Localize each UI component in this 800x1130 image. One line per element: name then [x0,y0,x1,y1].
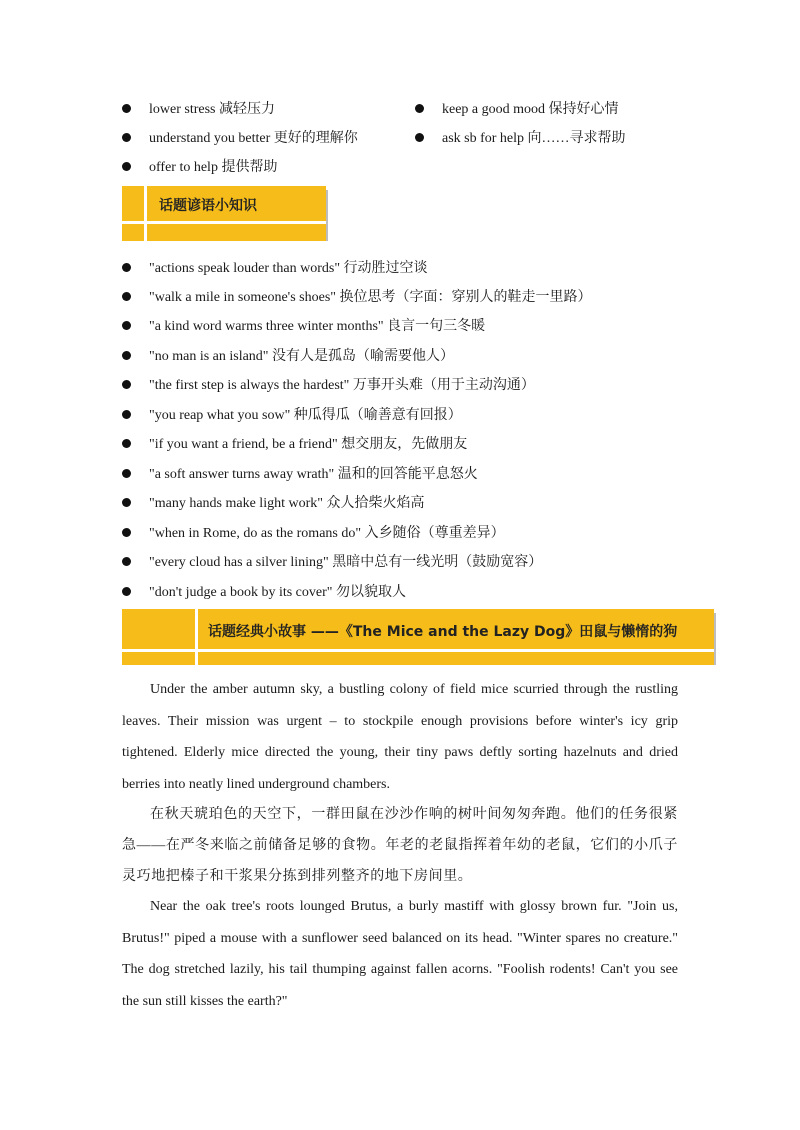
proverb-item [122,550,542,572]
phrase-text: ask sb for help 向……寻求帮助 [442,131,626,146]
story-paragraph-translation: 在秋天琥珀色的天空下，一群田鼠在沙沙作响的树叶间匆匆奔跑。他们的任务很紧急——在严冬来临之前储备足够的食物。年老的老鼠指挥着年幼的老鼠，它们的小爪子灵巧地把榛子和干浆果分拣到排列整齐的地下房间里。 [122,807,678,884]
bullet-icon [122,498,131,507]
story-paragraph: Near the oak tree's roots lounged Brutus, a burly mastiff with glossy brown fur. "Join us, Brutus!" piped a mouse with a sunflower seed balanced on its head. "Winter spares no creature." The dog stretched lazily, his tail thumping against fallen acorns. "Foolish rodents! Can't you see the sun still kisses the earth?" [122,899,678,1009]
proverb-item [122,403,462,425]
proverb-item [122,344,454,366]
bullet-icon [122,528,131,537]
phrase-item [122,126,358,148]
bullet-icon [122,104,131,113]
bullet-icon [122,469,131,478]
phrase-text: lower stress 减轻压力 [149,102,275,117]
phrase-item [415,97,619,119]
bullet-icon [122,321,131,330]
proverb-text: "the first step is always the hardest" 万事开头难（用于主动沟通） [149,378,535,393]
section-heading-proverbs [122,186,326,241]
bullet-icon [122,351,131,360]
proverb-text: "if you want a friend, be a friend" 想交朋友，先做朋友 [149,437,468,452]
proverb-text: "every cloud has a silver lining" 黑暗中总有一线光明（鼓励宽容） [149,555,543,570]
bullet-icon [122,263,131,272]
proverb-text: "a soft answer turns away wrath" 温和的回答能平息怒火 [149,467,478,482]
bullet-icon [122,380,131,389]
proverb-text: "no man is an island" 没有人是孤岛（喻需要他人） [149,349,455,364]
proverb-text: "when in Rome, do as the romans do" 入乡随俗（尊重差异） [149,526,505,541]
phrase-item [122,97,275,119]
phrase-item [415,126,626,148]
phrase-item [122,155,277,177]
proverb-text: "don't judge a book by its cover" 勿以貌取人 [149,585,406,600]
proverb-item [122,491,424,513]
bullet-icon [122,557,131,566]
phrase-text: keep a good mood 保持好心情 [442,102,619,117]
proverb-text: "many hands make light work" 众人拾柴火焰高 [149,496,425,511]
proverb-text: "actions speak louder than words" 行动胜过空谈 [149,261,428,276]
proverb-text: "a kind word warms three winter months" 良言一句三冬暖 [149,319,486,334]
phrase-text: offer to help 提供帮助 [149,160,278,175]
proverb-item [122,256,428,278]
bullet-icon [122,439,131,448]
bullet-icon [122,162,131,171]
proverb-item [122,432,467,454]
proverb-item [122,285,591,307]
section-title: 话题经典小故事 ——《The Mice and the Lazy Dog》田鼠与懒惰的狗 [208,624,678,640]
section-heading-story [122,609,714,665]
bullet-icon [122,410,131,419]
proverb-item [122,580,406,602]
bullet-icon [122,133,131,142]
bullet-icon [415,104,424,113]
proverb-item [122,373,535,395]
proverb-text: "walk a mile in someone's shoes" 换位思考（字面：穿别人的鞋走一里路） [149,290,592,305]
proverb-item [122,521,505,543]
section-title: 话题谚语小知识 [159,198,257,214]
bullet-icon [415,133,424,142]
bullet-icon [122,292,131,301]
proverb-item [122,314,485,336]
phrase-text: understand you better 更好的理解你 [149,131,358,146]
bullet-icon [122,587,131,596]
proverb-text: "you reap what you sow" 种瓜得瓜（喻善意有回报） [149,408,462,423]
story-paragraph: Under the amber autumn sky, a bustling colony of field mice scurried through the rustling leaves. Their mission was urgent – to stockpile enough provisions before winter's icy grip tightened. Elderly mice directed the young, their tiny paws deftly sorting hazelnuts and dried berries into neatly lined underground chambers. [122,682,678,792]
proverb-item [122,462,478,484]
